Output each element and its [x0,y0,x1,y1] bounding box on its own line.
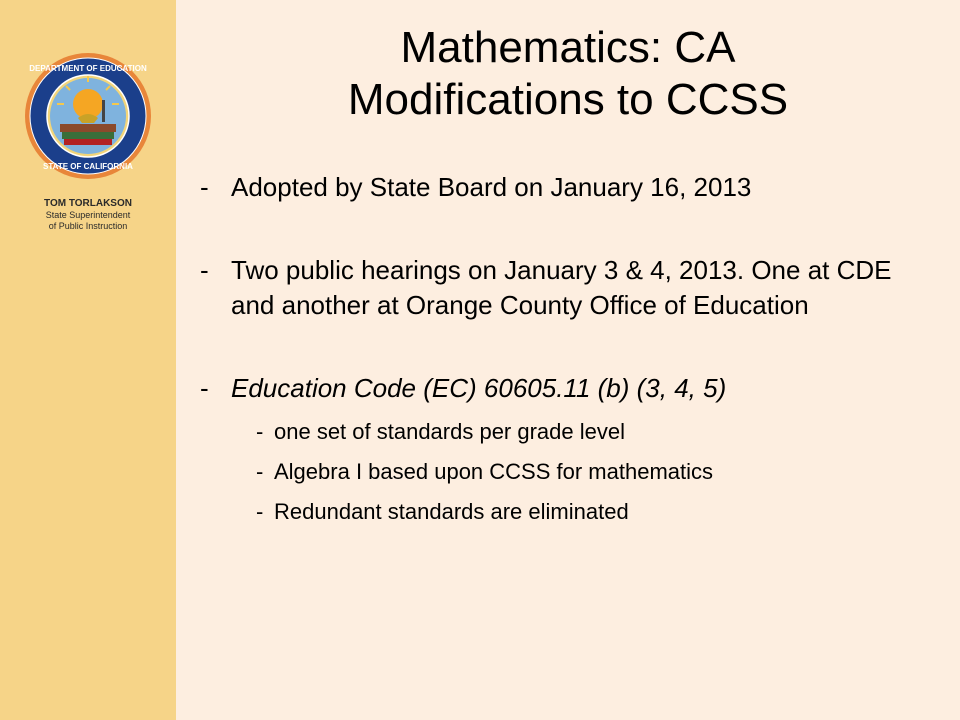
department-of-education-seal-icon [24,52,152,180]
sub-bullet-marker: - [256,499,264,524]
sub-bullet-text: one set of standards per grade level [274,419,626,444]
bullet-item [200,170,940,205]
bullet-item [200,253,940,323]
bullet-text: Education Code (EC) 60605.11 (b) (3, 4, 5) [231,373,727,403]
bullet-marker: - [200,255,209,285]
bullet-item [200,371,940,532]
sub-bullet-text: Algebra I based upon CCSS for mathematics [274,459,714,484]
slide-title [196,22,940,126]
officer-block [0,197,176,232]
bullet-marker: - [200,172,209,202]
bullet-text: Adopted by State Board on January 16, 2013 [231,172,752,202]
sub-bullet-item [231,492,940,532]
sidebar [0,0,176,720]
officer-title-line1: State Superintendent [45,210,131,220]
sub-bullet-marker: - [256,459,264,484]
bullet-marker: - [200,373,209,403]
officer-title-line2: of Public Instruction [48,221,128,231]
bullet-text: Two public hearings on January 3 & 4, 2013. One at CDE and another at Orange County Office of Education [231,255,892,320]
slide-title-line1: Mathematics: CA [400,23,736,72]
sub-bullet-text: Redundant standards are eliminated [274,499,629,524]
officer-name: TOM TORLAKSON [44,198,132,209]
seal-bottom-text: STATE OF CALIFORNIA [43,162,133,171]
sub-bullet-list [231,412,940,532]
bullet-list [200,170,940,532]
seal-top-text: DEPARTMENT OF EDUCATION [29,64,147,73]
slide-title-line2: Modifications to CCSS [347,75,789,124]
sub-bullet-item [231,452,940,492]
sub-bullet-item [231,412,940,452]
sub-bullet-marker: - [256,419,264,444]
